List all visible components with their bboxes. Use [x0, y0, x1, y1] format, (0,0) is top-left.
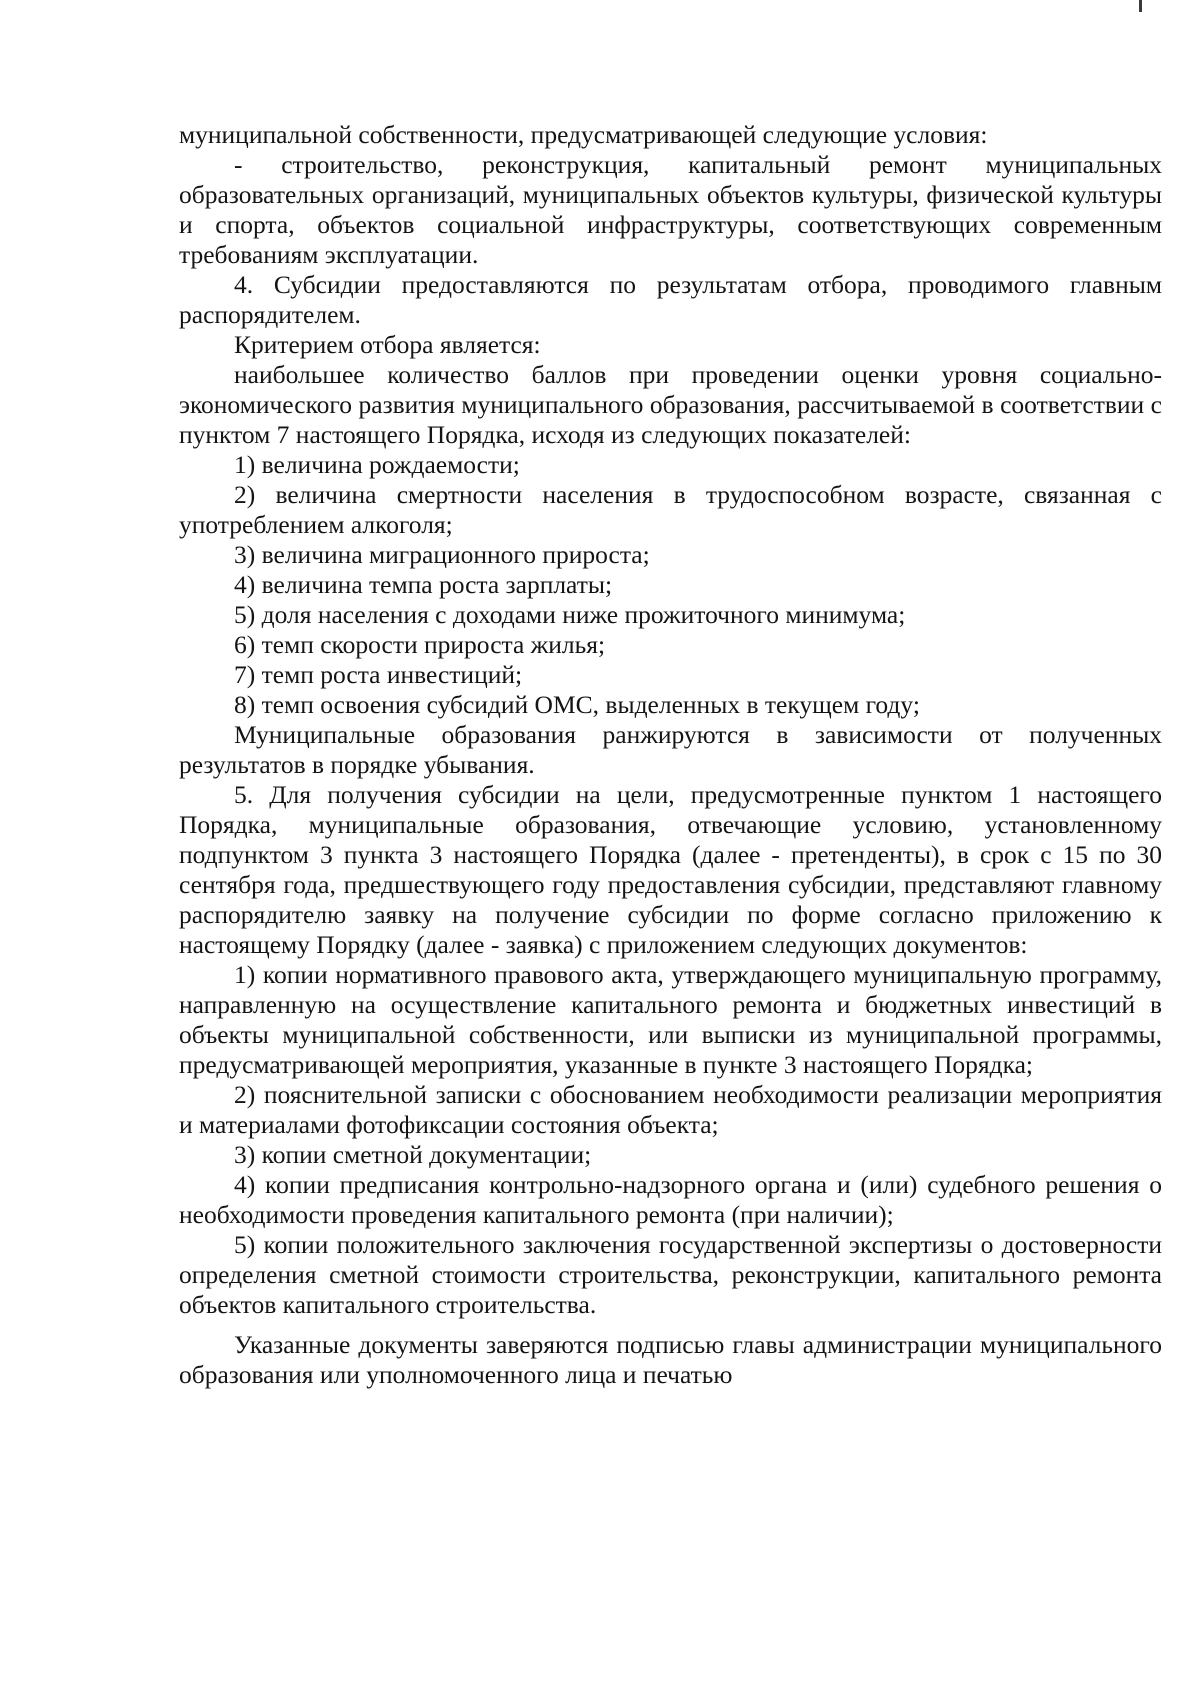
- paragraph-5: 5. Для получения субсидии на цели, предусмотренные пунктом 1 настоящего Порядка, муниципальные образования, отвечающие условию, установленному подпунктом 3 пункта 3 настоящего Порядка (далее - претенденты), в срок с 15 по 30 сентября года, предшествующего году предоставления субсидии, представляют главному распорядителю заявку на получение субсидии по форме согласно приложению к настоящему Порядку (далее - заявка) с приложением следующих документов:: [179, 780, 1162, 959]
- list-item-3: 3) величина миграционного прироста;: [234, 540, 650, 569]
- list-item-6: 6) темп скорости прироста жилья;: [234, 630, 606, 659]
- scan-mark: [1139, 0, 1142, 12]
- paragraph-certification: Указанные документы заверяются подписью главы администрации муниципального образования или уполномоченного лица и печатью: [179, 1330, 1162, 1389]
- document-page: [179, 120, 1162, 1390]
- paragraph-2: 4. Субсидии предоставляются по результатам отбора, проводимого главным распорядителем.: [179, 270, 1162, 329]
- document-item-4: 4) копии предписания контрольно-надзорного органа и (или) судебного решения о необходимости проведения капитального ремонта (при наличии);: [179, 1170, 1162, 1229]
- paragraph-3: Критерием отбора является:: [234, 330, 541, 359]
- list-item-2: 2) величина смертности населения в трудоспособном возрасте, связанная с употреблением алкоголя;: [179, 480, 1162, 539]
- paragraph-4: наибольшее количество баллов при проведении оценки уровня социально-экономического развития муниципального образования, рассчитываемой в соответствии с пунктом 7 настоящего Порядка, исходя из следующих показателей:: [179, 360, 1162, 449]
- list-item-5: 5) доля населения с доходами ниже прожиточного минимума;: [234, 600, 906, 629]
- list-item-7: 7) темп роста инвестиций;: [234, 660, 523, 689]
- list-item-8: 8) темп освоения субсидий ОМС, выделенных в текущем году;: [234, 690, 920, 719]
- document-item-1: 1) копии нормативного правового акта, утверждающего муниципальную программу, направленную на осуществление капитального ремонта и бюджетных инвестиций в объекты муниципальной собственности, или выписки из муниципальной программы, предусматривающей мероприятия, указанные в пункте 3 настоящего Порядка;: [179, 960, 1162, 1079]
- document-item-5: 5) копии положительного заключения государственной экспертизы о достоверности определения сметной стоимости строительства, реконструкции, капитального ремонта объектов капитального строительства.: [179, 1230, 1162, 1319]
- list-item-4: 4) величина темпа роста зарплаты;: [234, 570, 613, 599]
- paragraph-1: - строительство, реконструкция, капитальный ремонт муниципальных образовательных организаций, муниципальных объектов культуры, физической культуры и спорта, объектов социальной инфраструктуры, соответствующих современным требованиям эксплуатации.: [179, 150, 1162, 269]
- paragraph-0: муниципальной собственности, предусматривающей следующие условия:: [179, 120, 988, 149]
- document-item-2: 2) пояснительной записки с обоснованием необходимости реализации мероприятия и материалами фотофиксации состояния объекта;: [179, 1080, 1162, 1139]
- list-item-1: 1) величина рождаемости;: [234, 450, 520, 479]
- paragraph-ranking: Муниципальные образования ранжируются в зависимости от полученных результатов в порядке убывания.: [179, 720, 1162, 779]
- document-item-3: 3) копии сметной документации;: [234, 1140, 592, 1169]
